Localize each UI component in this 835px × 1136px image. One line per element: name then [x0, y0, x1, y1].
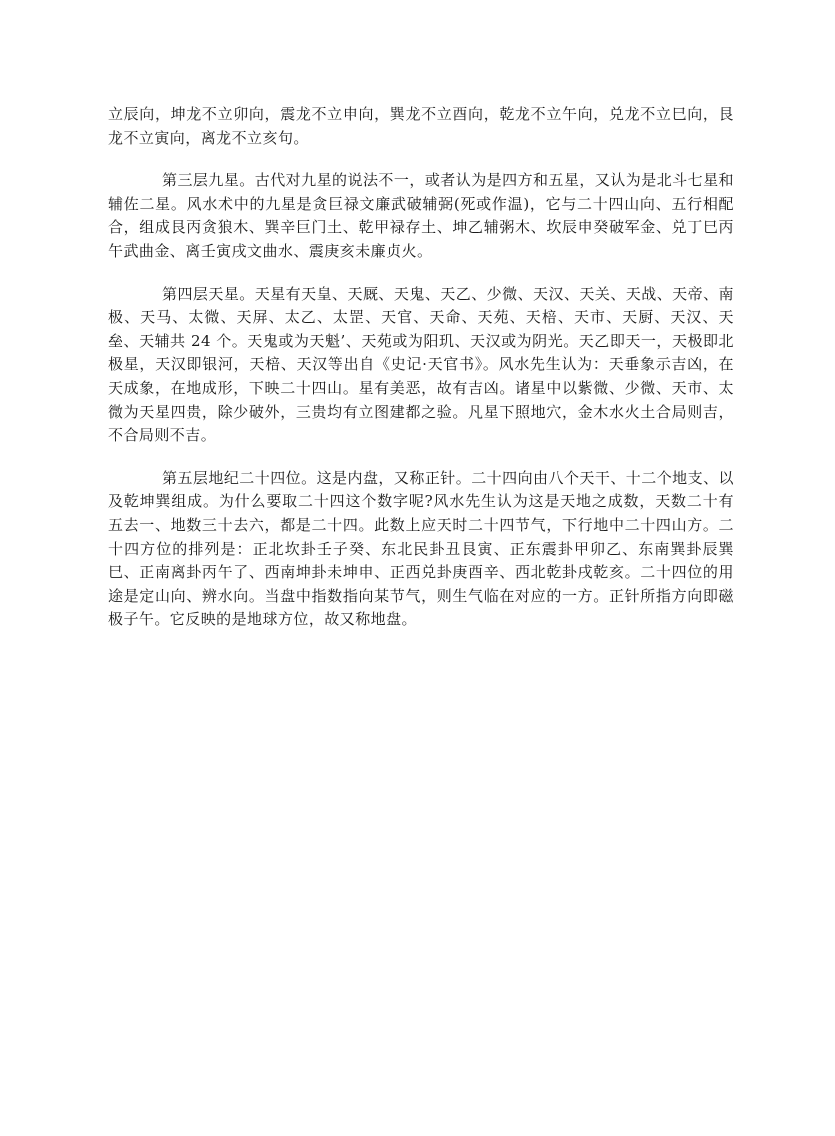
- paragraph-fourth-layer-heavenly-stars: 第四层天星。天星有天皇、天厩、天鬼、天乙、少微、天汉、天关、天战、天帝、南极、天马、太微、天屏、太乙、太罡、天官、天命、天苑、天棓、天市、天厨、天汉、天垒、天辅共 24 个。天鬼或为天魁’、天苑或为阳玑、天汉或为阴光。天乙即天一，天极即北极星，天汉即银河，天棓、天汉等出自《史记·天官书》。风水先生认为：天垂象示吉凶，在天成象，在地成形，下映二十四山。星有美恶，故有吉凶。诸星中以紫微、少微、天市、太微为天星四贵，除少破外，三贵均有立图建都之验。凡星下照地穴，金木水火土合局则吉，不合局则不吉。: [108, 284, 734, 445]
- paragraph-continuation: 立辰向，坤龙不立卯向，震龙不立申向，巽龙不立酉向，乾龙不立午向，兑龙不立巳向，艮龙不立寅向，离龙不立亥句。: [108, 105, 734, 147]
- document-body: [108, 103, 734, 632]
- paragraph-third-layer-nine-stars: 第三层九星。古代对九星的说法不一，或者认为是四方和五星，又认为是北斗七星和辅佐二星。风水术中的九星是贪巨禄文廉武破辅弼(死或作温)，它与二十四山向、五行相配合，组成艮丙贪狼木、巽辛巨门土、乾甲禄存土、坤乙辅粥木、坎辰申癸破军金、兑丁巳丙午武曲金、离壬寅戌文曲水、震庚亥未廉贞火。: [108, 171, 734, 260]
- paragraph-fifth-layer-twenty-four-positions: 第五层地纪二十四位。这是内盘，又称正针。二十四向由八个天干、十二个地支、以及乾坤巽组成。为什么要取二十四这个数字呢?风水先生认为这是天地之成数，天数二十有五去一、地数三十去六，都是二十四。此数上应天时二十四节气，下行地中二十四山方。二十四方位的排列是：正北坎卦壬子癸、东北民卦丑艮寅、正东震卦甲卯乙、东南巽卦辰巽巳、正南离卦丙午了、西南坤卦未坤申、正西兑卦庚酉辛、西北乾卦戌乾亥。二十四位的用途是定山向、辨水向。当盘中指数指向某节气，则生气临在对应的一方。正针所指方向即磁极子午。它反映的是地球方位，故又称地盘。: [108, 468, 734, 629]
